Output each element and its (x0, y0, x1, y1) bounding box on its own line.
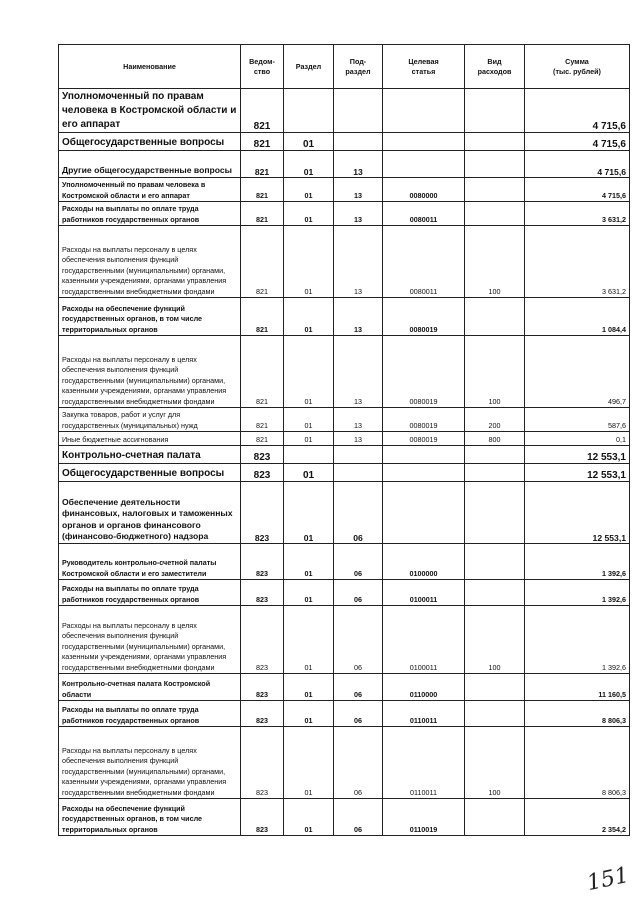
row-ved: 823 (241, 544, 284, 580)
row-vid (465, 202, 525, 226)
table-row (59, 89, 630, 133)
row-vid: 200 (465, 408, 525, 432)
row-name: Расходы на выплаты персоналу в целях обеспечения выполнения функций государственными (муниципальными) органами, казенными учреждениями, органами управления государственными внебюджетными фондами (59, 336, 241, 408)
row-statya: 0080019 (383, 336, 465, 408)
row-podr: 06 (334, 544, 383, 580)
row-name: Контрольно-счетная палата (59, 446, 241, 464)
row-statya (383, 151, 465, 178)
table-row (59, 408, 630, 432)
row-vid: 100 (465, 727, 525, 799)
row-statya: 0080011 (383, 202, 465, 226)
row-name: Закупка товаров, работ и услуг для государственных (муниципальных) нужд (59, 408, 241, 432)
row-razdel: 01 (284, 464, 334, 482)
table-row (59, 482, 630, 544)
row-ved: 823 (241, 580, 284, 606)
row-statya: 0100000 (383, 544, 465, 580)
row-razdel: 01 (284, 799, 334, 836)
row-ved: 823 (241, 701, 284, 727)
row-vid: 800 (465, 432, 525, 446)
row-razdel: 01 (284, 336, 334, 408)
row-razdel: 01 (284, 432, 334, 446)
row-podr: 13 (334, 202, 383, 226)
table-row (59, 464, 630, 482)
row-podr: 13 (334, 432, 383, 446)
row-name: Другие общегосударственные вопросы (59, 151, 241, 178)
row-sum: 1 392,6 (525, 580, 630, 606)
row-sum: 12 553,1 (525, 482, 630, 544)
row-podr: 06 (334, 580, 383, 606)
row-sum: 0,1 (525, 432, 630, 446)
row-razdel: 01 (284, 727, 334, 799)
row-statya: 0080019 (383, 298, 465, 336)
row-podr: 13 (334, 226, 383, 298)
row-sum: 4 715,6 (525, 89, 630, 133)
row-podr: 06 (334, 606, 383, 674)
table-row (59, 133, 630, 151)
row-statya (383, 446, 465, 464)
row-podr: 13 (334, 336, 383, 408)
row-podr: 06 (334, 727, 383, 799)
row-statya (383, 482, 465, 544)
row-ved: 821 (241, 336, 284, 408)
row-ved: 821 (241, 298, 284, 336)
row-statya: 0110000 (383, 674, 465, 701)
row-ved: 821 (241, 151, 284, 178)
row-vid (465, 464, 525, 482)
row-razdel: 01 (284, 298, 334, 336)
row-ved: 821 (241, 133, 284, 151)
row-vid (465, 799, 525, 836)
table-row (59, 727, 630, 799)
row-razdel: 01 (284, 133, 334, 151)
row-vid (465, 544, 525, 580)
row-razdel (284, 89, 334, 133)
row-ved: 823 (241, 674, 284, 701)
row-razdel: 01 (284, 202, 334, 226)
row-podr (334, 89, 383, 133)
row-statya (383, 133, 465, 151)
row-sum: 1 392,6 (525, 544, 630, 580)
row-ved: 823 (241, 446, 284, 464)
row-podr: 06 (334, 701, 383, 727)
row-sum: 4 715,6 (525, 151, 630, 178)
row-statya: 0080019 (383, 432, 465, 446)
row-vid (465, 178, 525, 202)
row-statya (383, 464, 465, 482)
table-row (59, 606, 630, 674)
table-row (59, 298, 630, 336)
row-statya: 0080011 (383, 226, 465, 298)
row-podr: 06 (334, 799, 383, 836)
table-row (59, 336, 630, 408)
row-razdel: 01 (284, 674, 334, 701)
table-row (59, 226, 630, 298)
row-statya (383, 89, 465, 133)
row-razdel: 01 (284, 580, 334, 606)
row-ved: 821 (241, 202, 284, 226)
row-name: Общегосударственные вопросы (59, 133, 241, 151)
row-podr: 13 (334, 178, 383, 202)
row-ved: 821 (241, 432, 284, 446)
row-razdel: 01 (284, 178, 334, 202)
table-row (59, 432, 630, 446)
row-name: Уполномоченный по правам человека в Костромской области и его аппарат (59, 178, 241, 202)
row-name: Руководитель контрольно-счетной палаты Костромской области и его заместители (59, 544, 241, 580)
row-name: Обеспечение деятельности финансовых, налоговых и таможенных органов и органов финансового (финансово-бюджетного) надзора (59, 482, 241, 544)
page-number: 151 (584, 862, 632, 897)
col-header-razdel: Раздел (284, 45, 334, 89)
row-sum: 1 392,6 (525, 606, 630, 674)
row-ved: 823 (241, 799, 284, 836)
row-podr (334, 446, 383, 464)
row-vid (465, 701, 525, 727)
col-header-name: Наименование (59, 45, 241, 89)
table-row (59, 799, 630, 836)
row-statya: 0080000 (383, 178, 465, 202)
row-sum: 11 160,5 (525, 674, 630, 701)
row-sum: 12 553,1 (525, 446, 630, 464)
row-name: Расходы на выплаты по оплате труда работников государственных органов (59, 202, 241, 226)
col-header-statya: Целевая статья (383, 45, 465, 89)
row-ved: 823 (241, 606, 284, 674)
row-ved: 823 (241, 464, 284, 482)
row-name: Расходы на выплаты персоналу в целях обеспечения выполнения функций государственными (муниципальными) органами, казенными учреждениями, органами управления государственными внебюджетными фондами (59, 727, 241, 799)
row-statya: 0100011 (383, 580, 465, 606)
table-row (59, 580, 630, 606)
table-row (59, 446, 630, 464)
row-statya: 0080019 (383, 408, 465, 432)
row-sum: 4 715,6 (525, 133, 630, 151)
row-ved: 821 (241, 178, 284, 202)
table-row (59, 674, 630, 701)
row-sum: 8 806,3 (525, 701, 630, 727)
table-row (59, 202, 630, 226)
row-podr: 06 (334, 674, 383, 701)
row-sum: 4 715,6 (525, 178, 630, 202)
row-vid: 100 (465, 606, 525, 674)
row-ved: 821 (241, 226, 284, 298)
row-name: Расходы на выплаты персоналу в целях обеспечения выполнения функций государственными (муниципальными) органами, казенными учреждениями, органами управления государственными внебюджетными фондами (59, 226, 241, 298)
budget-table (58, 44, 630, 836)
row-ved: 823 (241, 482, 284, 544)
row-sum: 3 631,2 (525, 226, 630, 298)
row-name: Расходы на выплаты по оплате труда работников государственных органов (59, 580, 241, 606)
row-razdel: 01 (284, 482, 334, 544)
row-podr (334, 133, 383, 151)
col-header-summa: Сумма (тыс. рублей) (525, 45, 630, 89)
row-podr: 13 (334, 298, 383, 336)
row-razdel: 01 (284, 544, 334, 580)
table-row (59, 544, 630, 580)
row-name: Расходы на выплаты по оплате труда работников государственных органов (59, 701, 241, 727)
table-row (59, 178, 630, 202)
row-sum: 1 084,4 (525, 298, 630, 336)
row-name: Расходы на выплаты персоналу в целях обеспечения выполнения функций государственными (муниципальными) органами, казенными учреждениями, органами управления государственными внебюджетными фондами (59, 606, 241, 674)
row-podr: 13 (334, 151, 383, 178)
row-vid (465, 298, 525, 336)
row-statya: 0110011 (383, 727, 465, 799)
row-name: Контрольно-счетная палата Костромской области (59, 674, 241, 701)
row-razdel (284, 446, 334, 464)
row-sum: 2 354,2 (525, 799, 630, 836)
row-razdel: 01 (284, 701, 334, 727)
row-name: Уполномоченный по правам человека в Костромской области и его аппарат (59, 89, 241, 133)
row-podr: 13 (334, 408, 383, 432)
col-header-vedomstvo: Ведом- ство (241, 45, 284, 89)
row-podr: 06 (334, 482, 383, 544)
col-header-vid: Вид расходов (465, 45, 525, 89)
row-razdel: 01 (284, 606, 334, 674)
col-header-podrazdel: Под- раздел (334, 45, 383, 89)
row-ved: 823 (241, 727, 284, 799)
row-vid: 100 (465, 226, 525, 298)
row-razdel: 01 (284, 226, 334, 298)
row-sum: 12 553,1 (525, 464, 630, 482)
row-sum: 8 806,3 (525, 727, 630, 799)
row-razdel: 01 (284, 408, 334, 432)
row-statya: 0100011 (383, 606, 465, 674)
row-ved: 821 (241, 89, 284, 133)
row-vid (465, 151, 525, 178)
row-name: Расходы на обеспечение функций государственных органов, в том числе территориальных органов (59, 298, 241, 336)
row-podr (334, 464, 383, 482)
row-razdel: 01 (284, 151, 334, 178)
row-statya: 0110019 (383, 799, 465, 836)
row-sum: 3 631,2 (525, 202, 630, 226)
row-name: Расходы на обеспечение функций государственных органов, в том числе территориальных органов (59, 799, 241, 836)
row-vid (465, 133, 525, 151)
row-vid (465, 89, 525, 133)
table-row (59, 151, 630, 178)
row-vid (465, 580, 525, 606)
row-name: Иные бюджетные ассигнования (59, 432, 241, 446)
row-vid (465, 482, 525, 544)
row-sum: 496,7 (525, 336, 630, 408)
row-ved: 821 (241, 408, 284, 432)
row-statya: 0110011 (383, 701, 465, 727)
row-name: Общегосударственные вопросы (59, 464, 241, 482)
row-vid (465, 674, 525, 701)
table-row (59, 701, 630, 727)
row-vid: 100 (465, 336, 525, 408)
row-sum: 587,6 (525, 408, 630, 432)
row-vid (465, 446, 525, 464)
